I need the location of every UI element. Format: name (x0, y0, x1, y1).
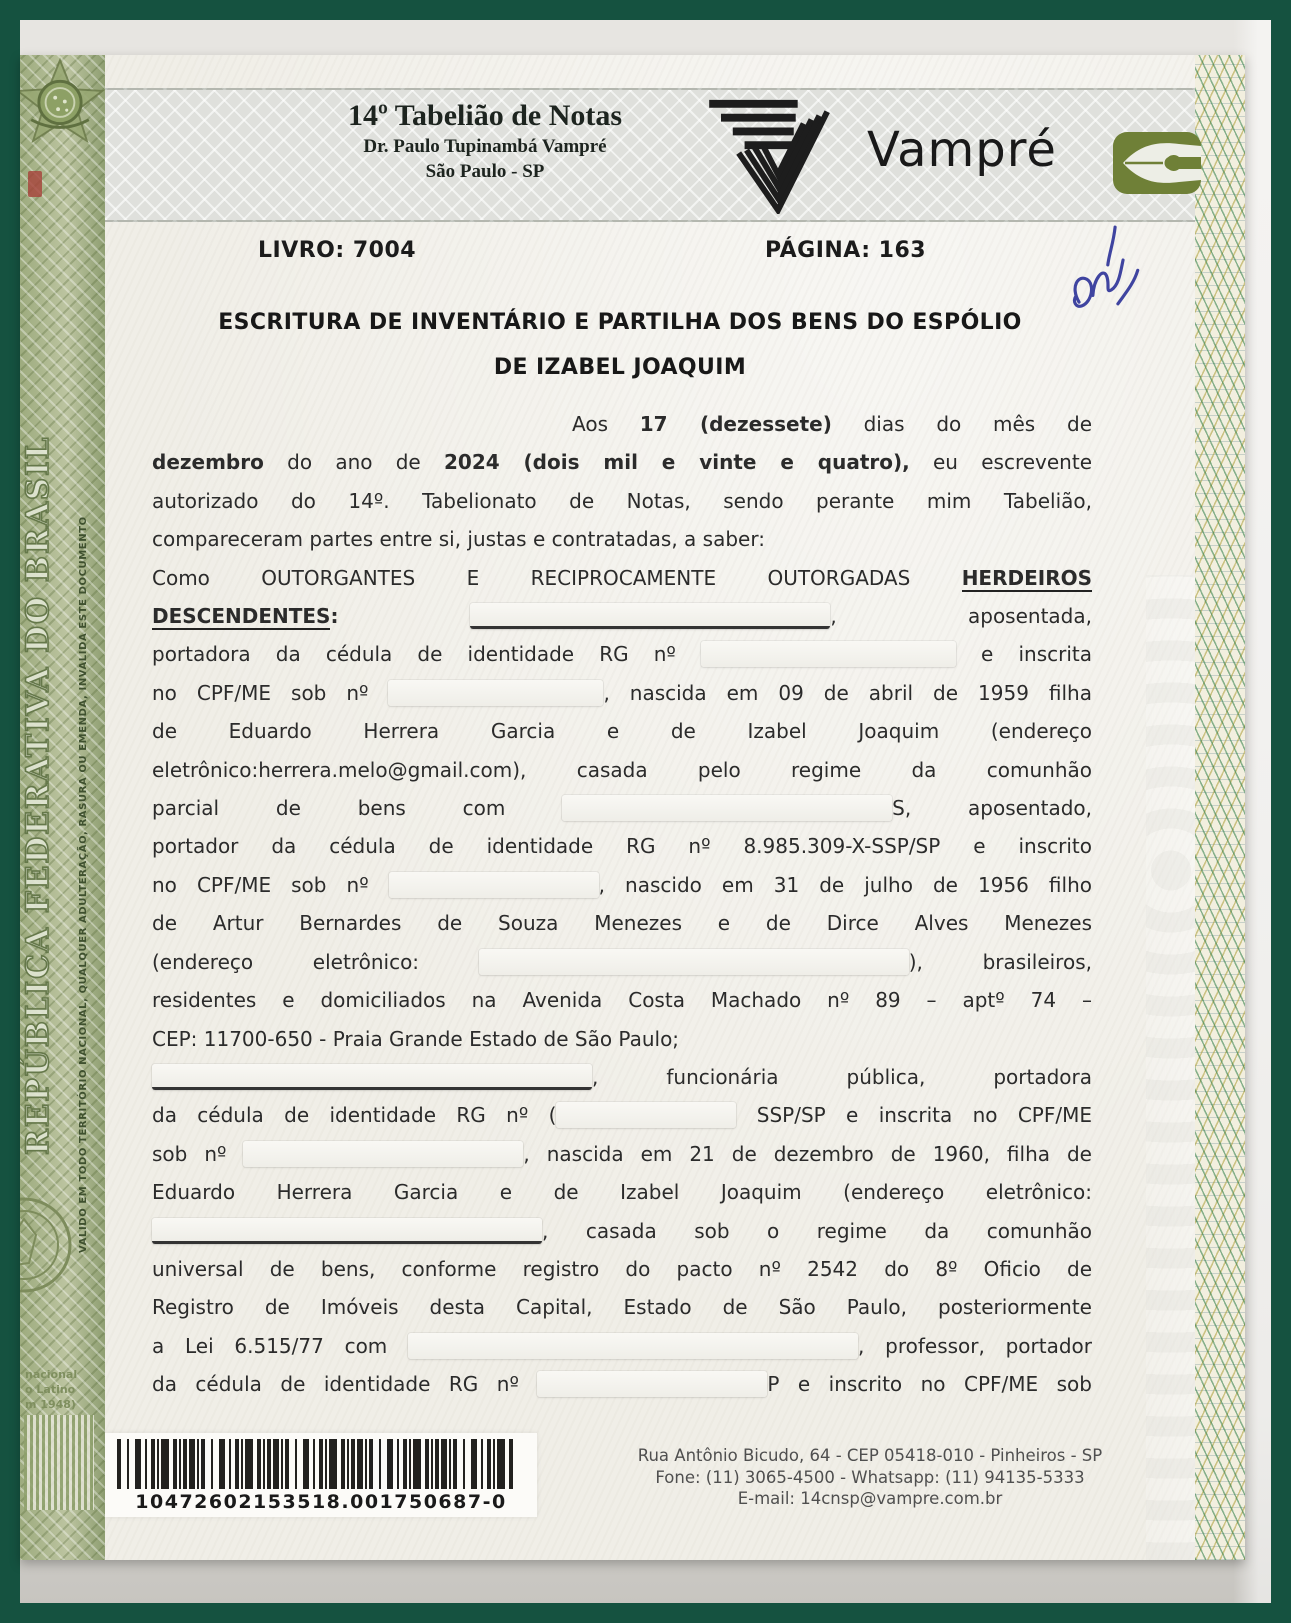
body-segment: sob nº (152, 1141, 244, 1166)
body-text (152, 405, 1092, 1404)
body-line (152, 1288, 1092, 1326)
body-segment: autorizado do 14º. Tabelionato de Notas, sendo perante mim Tabelião, (152, 488, 1092, 513)
redaction-box (470, 603, 830, 629)
body-segment: Aos (572, 412, 640, 436)
body-line (152, 1173, 1092, 1211)
republic-vertical-text: REPÚBLICA FEDERATIVA DO BRASIL (20, 435, 56, 1155)
body-line (152, 559, 1092, 597)
redaction-box (701, 641, 956, 667)
office-address-block (520, 1445, 1220, 1510)
body-segment: , casada sob o regime da comunhão (542, 1218, 1092, 1243)
barcode-bar (425, 1439, 429, 1489)
barcode-bar (257, 1439, 261, 1489)
body-segment: : (330, 604, 471, 629)
barcode-bar (481, 1439, 483, 1489)
body-segment: dias do mês de (831, 412, 1092, 436)
barcode-bar (325, 1439, 327, 1489)
body-line (152, 443, 1092, 481)
body-line (152, 674, 1092, 712)
barcode-bar (347, 1439, 349, 1489)
barcode-bar (431, 1439, 433, 1489)
address-line: Fone: (11) 3065-4500 - Whatsapp: (11) 94135-5333 (655, 1467, 1085, 1487)
body-line (152, 520, 1092, 558)
body-line (152, 1135, 1092, 1173)
barcode-bar (135, 1439, 141, 1489)
barcode-bar (357, 1439, 363, 1489)
notary-office-block (255, 98, 715, 184)
book-number: LIVRO: 7004 (258, 238, 417, 263)
barcode-bar (151, 1439, 155, 1489)
body-segment: DESCENDENTES (152, 604, 331, 629)
body-segment: Como OUTORGANTES E RECIPROCAMENTE OUTORGADAS (152, 565, 962, 590)
document-title (130, 300, 1110, 390)
redaction-box (537, 1371, 767, 1397)
body-line (152, 1365, 1092, 1403)
body-line (152, 1212, 1092, 1250)
body-segment: no CPF/ME sob nº (152, 872, 389, 897)
body-segment: 17 (dezessete) (639, 412, 832, 436)
security-strip-left (20, 55, 105, 1560)
barcode-bar (493, 1439, 495, 1489)
barcode-bar (219, 1439, 225, 1489)
address-line: E-mail: 14cnsp@vampre.com.br (737, 1489, 1003, 1508)
seal-caption-line: nacional (25, 1368, 78, 1381)
barcode-bar (263, 1439, 265, 1489)
scanner-background (20, 20, 1271, 1603)
redaction-box (152, 1218, 542, 1244)
body-segment: dezembro (152, 450, 264, 475)
body-line (152, 789, 1092, 827)
brazil-coat-of-arms (20, 55, 105, 173)
barcode-bar (329, 1439, 337, 1489)
body-line (152, 981, 1092, 1019)
seal-caption-line: m 1948) (25, 1398, 76, 1411)
barcode-bar (435, 1439, 439, 1489)
barcode-bar (449, 1439, 451, 1489)
body-line (152, 904, 1092, 942)
watermark-column (1146, 575, 1196, 1560)
body-segment: (endereço eletrônico: (152, 949, 479, 974)
pen-nib-icon (1113, 132, 1201, 194)
body-line (152, 635, 1092, 673)
red-seal-mark (28, 171, 42, 197)
barcode-bar (497, 1439, 505, 1489)
barcode-bar (409, 1439, 411, 1489)
barcode-bar (211, 1439, 213, 1489)
redaction-box (408, 1333, 858, 1359)
barcode-bar (403, 1439, 407, 1489)
barcode-bar (351, 1439, 355, 1489)
body-segment: de Eduardo Herrera Garcia e de Izabel Joaquim (endereço (152, 719, 1092, 744)
body-segment: parcial de bens com (152, 796, 563, 821)
brand-wordmark: Vampré (867, 122, 1057, 178)
body-segment: no CPF/ME sob nº (152, 680, 389, 705)
barcode-bar (197, 1439, 199, 1489)
body-line (152, 1058, 1092, 1096)
validity-vertical-text: VALIDO EM TODO TERRITÓRIO NACIONAL, QUALQUER ADULTERAÇÃO, RASURA OU EMENDA, INVALIDA ESTE DOCUMENTO (78, 516, 89, 1254)
barcode-bar (303, 1439, 309, 1489)
barcode-bar (245, 1439, 253, 1489)
barcode-bar (387, 1439, 393, 1489)
body-segment: 2024 (dois mil e vinte e quatro), (444, 450, 910, 475)
barcode-bar (267, 1439, 271, 1489)
barcode-bar (471, 1439, 477, 1489)
body-line (152, 405, 1092, 443)
security-strip-right (1195, 55, 1245, 1560)
notariado-seal (20, 1185, 104, 1345)
redaction-box (479, 949, 909, 975)
barcode-bar (413, 1439, 421, 1489)
barcode-bar (127, 1439, 129, 1489)
barcode-bars (117, 1439, 525, 1489)
body-segment: compareceram partes entre si, justas e contratadas, a saber: (152, 527, 765, 552)
barcode-bar (281, 1439, 283, 1489)
office-notary-name: Dr. Paulo Tupinambá Vampré (363, 136, 607, 157)
body-line (152, 751, 1092, 789)
body-segment: , funcionária pública, portadora (592, 1064, 1092, 1089)
barcode-bar (157, 1439, 159, 1489)
barcode-bar (229, 1439, 231, 1489)
barcode-bar (145, 1439, 147, 1489)
barcode-bar (379, 1439, 381, 1489)
body-line (152, 1327, 1092, 1365)
body-line (152, 1020, 1092, 1058)
body-segment: S, aposentado, (892, 796, 1092, 821)
body-segment: e inscrita (955, 642, 1093, 667)
body-segment: eu escrevente (909, 450, 1093, 475)
barcode-bar (295, 1439, 297, 1489)
security-stripes-block (24, 1415, 94, 1510)
body-segment: Registro de Imóveis desta Capital, Estado de São Paulo, posteriormente (152, 1295, 1092, 1320)
barcode-bar (509, 1439, 513, 1489)
pen-initials-signature (1049, 215, 1161, 338)
body-segment: eletrônico:herrera.melo@gmail.com), casada pelo regime da comunhão (152, 757, 1092, 782)
barcode-bar (313, 1439, 315, 1489)
body-segment: P e inscrito no CPF/ME sob (767, 1372, 1092, 1397)
body-line (152, 482, 1092, 520)
barcode-bar (117, 1439, 121, 1489)
document-title-line2: DE IZABEL JOAQUIM (493, 355, 747, 380)
barcode-label (105, 1433, 537, 1517)
body-segment: portador da cédula de identidade RG nº 8.985.309-X-SSP/SP e inscrito (152, 834, 1092, 859)
body-segment: da cédula de identidade RG nº (152, 1372, 538, 1397)
office-city: São Paulo - SP (425, 161, 545, 182)
body-segment: , nascido em 31 de julho de 1956 filho (598, 872, 1092, 897)
body-segment: do ano de (263, 450, 445, 475)
redaction-box (243, 1141, 523, 1167)
body-segment: ), brasileiros, (908, 949, 1092, 974)
body-segment: CEP: 11700-650 - Praia Grande Estado de São Paulo; (152, 1026, 680, 1051)
barcode-bar (453, 1439, 457, 1489)
redaction-box (556, 1102, 736, 1128)
barcode-bar (487, 1439, 491, 1489)
redaction-box (152, 1064, 592, 1090)
barcode-bar (161, 1439, 169, 1489)
body-segment: , professor, portador (858, 1333, 1092, 1358)
barcode-bar (441, 1439, 447, 1489)
body-segment: da cédula de identidade RG nº ( (152, 1103, 557, 1128)
barcode-bar (235, 1439, 239, 1489)
body-line (152, 1250, 1092, 1288)
body-segment: Eduardo Herrera Garcia e de Izabel Joaquim (endereço eletrônico: (152, 1180, 1092, 1205)
body-segment: , nascida em 09 de abril de 1959 filha (603, 680, 1092, 705)
barcode-bar (285, 1439, 289, 1489)
body-line (152, 943, 1092, 981)
barcode-bar (319, 1439, 323, 1489)
body-segment: a Lei 6.515/77 com (152, 1333, 409, 1358)
barcode-bar (179, 1439, 181, 1489)
address-line: Rua Antônio Bicudo, 64 - CEP 05418-010 - Pinheiros - SP (637, 1446, 1103, 1465)
body-segment: portadora da cédula de identidade RG nº (152, 642, 701, 667)
body-segment: , aposentada, (830, 604, 1092, 629)
body-segment: residentes e domiciliados na Avenida Costa Machado nº 89 – aptº 74 – (152, 988, 1092, 1013)
barcode-bar (369, 1439, 373, 1489)
body-line (152, 1096, 1092, 1134)
barcode-bar (341, 1439, 345, 1489)
document-title-line1: ESCRITURA DE INVENTÁRIO E PARTILHA DOS BENS DO ESPÓLIO (218, 310, 1022, 335)
body-line (152, 827, 1092, 865)
body-line (152, 597, 1092, 635)
body-segment: , nascida em 21 de dezembro de 1960, filha de (523, 1141, 1092, 1166)
barcode-bar (189, 1439, 195, 1489)
barcode-bar (273, 1439, 279, 1489)
body-segment: de Artur Bernardes de Souza Menezes e de Dirce Alves Menezes (152, 911, 1092, 936)
barcode-bar (201, 1439, 205, 1489)
page-number: PÁGINA: 163 (765, 238, 927, 263)
barcode-bar (365, 1439, 367, 1489)
document-page (20, 55, 1245, 1560)
barcode-bar (183, 1439, 187, 1489)
barcode-bar (241, 1439, 243, 1489)
barcode-bar (397, 1439, 399, 1489)
seal-caption (25, 1367, 105, 1412)
redaction-box (562, 795, 892, 821)
body-line (152, 866, 1092, 904)
body-segment: SSP/SP e inscrita no CPF/ME (736, 1103, 1092, 1128)
barcode-bar (463, 1439, 465, 1489)
letterhead (105, 88, 1195, 222)
redaction-box (388, 680, 603, 706)
barcode-bar (173, 1439, 177, 1489)
office-title: 14º Tabelião de Notas (347, 99, 623, 132)
body-segment: HERDEIROS (961, 565, 1092, 590)
seal-caption-line: o Latino (25, 1383, 76, 1396)
redaction-box (389, 872, 599, 898)
body-line (152, 712, 1092, 750)
body-segment: universal de bens, conforme registro do pacto nº 2542 do 8º Oficio de (152, 1256, 1092, 1281)
barcode-number: 10472602153518.001750687-0 (135, 1491, 507, 1513)
vampre-v-logo-icon (703, 96, 855, 214)
